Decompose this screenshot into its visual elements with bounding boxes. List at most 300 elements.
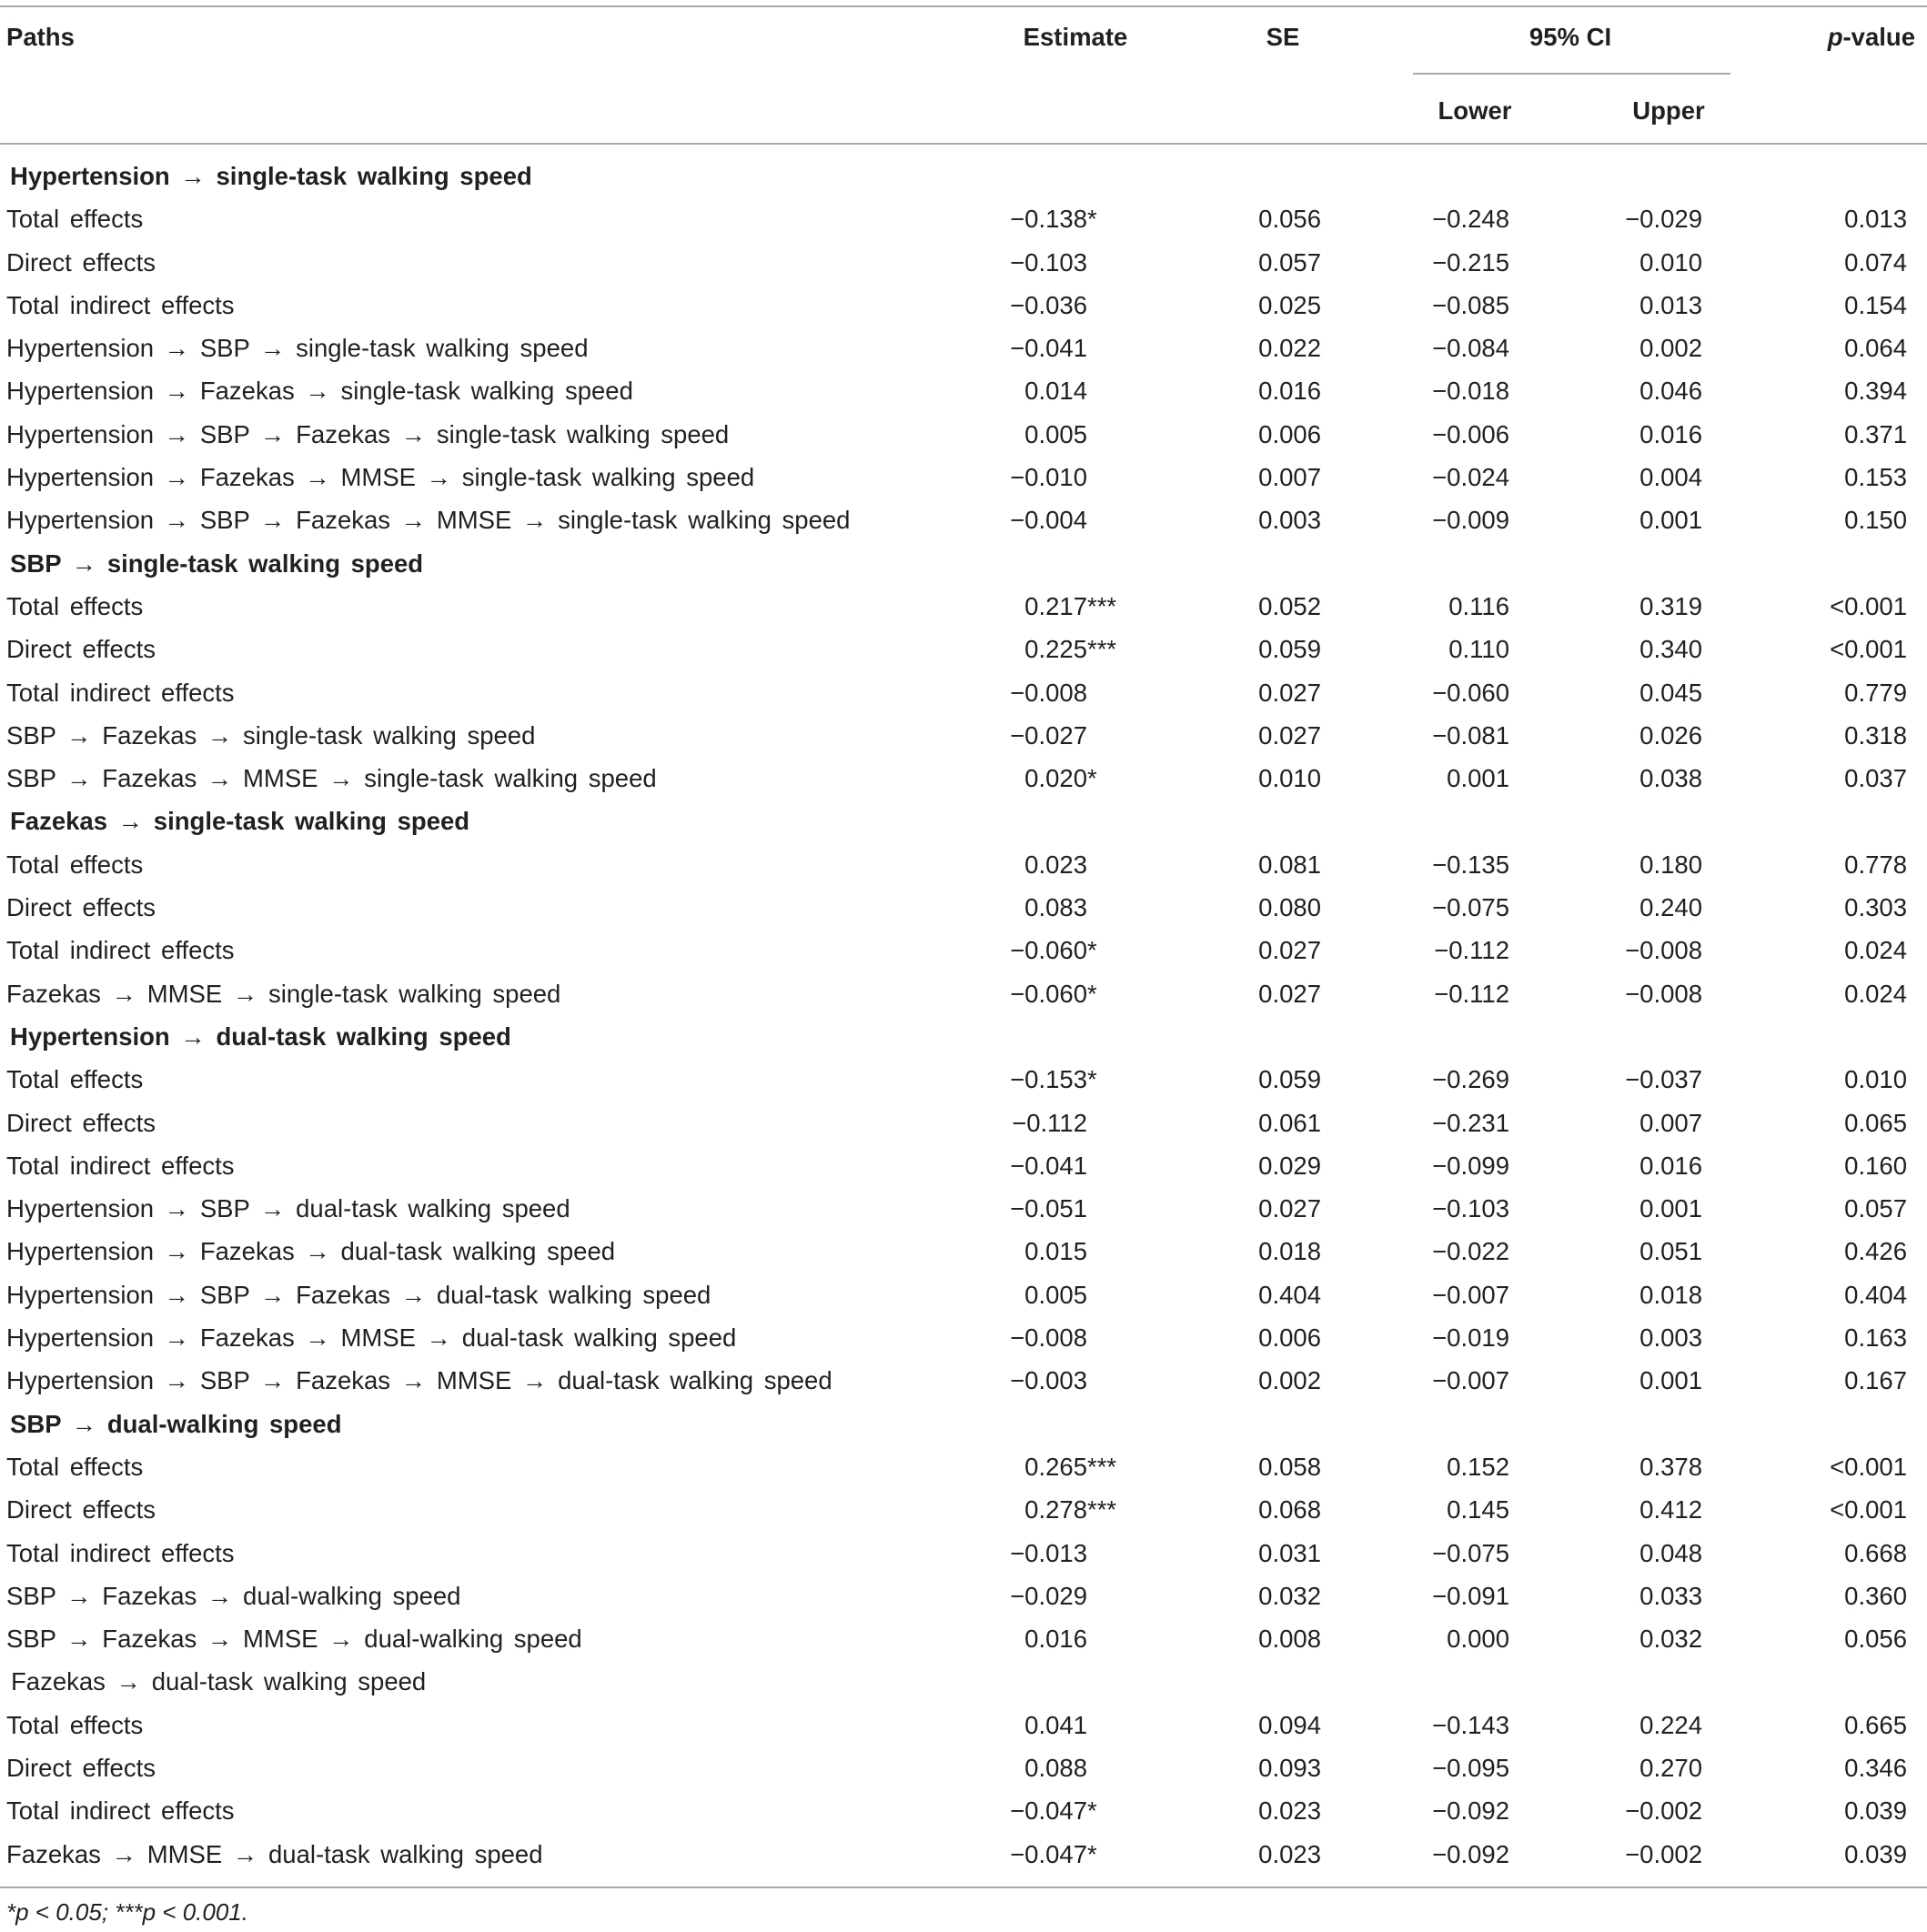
path-cell: Total indirect effects	[6, 936, 235, 965]
section-title: Fazekas → dual-task walking speed	[11, 1667, 427, 1696]
path-cell: Hypertension → SBP → single-task walking speed	[6, 334, 589, 363]
ci-upper-cell: 0.033	[1639, 1581, 1702, 1610]
table-footnote: *p < 0.05; ***p < 0.001.	[6, 1898, 248, 1926]
estimate-value: 0.005	[1024, 1280, 1087, 1309]
p-value-cell: 0.024	[1844, 936, 1907, 965]
ci-lower-cell: −0.099	[1432, 1151, 1509, 1180]
table-bottom-rule	[0, 1887, 1927, 1888]
estimate-cell	[1010, 671, 1087, 714]
estimate-value: −0.047	[1010, 1839, 1087, 1868]
se-cell: 0.027	[1258, 1194, 1321, 1223]
estimate-cell	[1010, 1833, 1097, 1876]
p-value-cell: 0.074	[1844, 247, 1907, 277]
ci-upper-cell: 0.018	[1639, 1280, 1702, 1309]
ci-upper-cell: 0.180	[1639, 850, 1702, 879]
p-value-cell: 0.013	[1844, 205, 1907, 234]
estimate-cell	[1024, 1273, 1087, 1316]
path-cell: Direct effects	[6, 635, 156, 664]
table-row	[0, 1833, 1927, 1876]
table-row	[0, 327, 1927, 369]
ci-upper-cell: 0.224	[1639, 1710, 1702, 1739]
ci-lower-cell: −0.085	[1432, 290, 1509, 319]
table-row	[0, 1488, 1927, 1531]
se-cell: 0.025	[1258, 290, 1321, 319]
p-value-cell: <0.001	[1830, 635, 1907, 664]
path-cell: Total effects	[6, 1452, 144, 1481]
ci-upper-cell: 0.046	[1639, 377, 1702, 406]
column-header-estimate: Estimate	[1023, 23, 1128, 51]
ci-upper-cell: 0.016	[1639, 1151, 1702, 1180]
table-row	[0, 1704, 1927, 1746]
p-value-cell: 0.163	[1844, 1323, 1907, 1353]
estimate-cell	[1010, 197, 1097, 240]
estimate-value: 0.265	[1024, 1452, 1087, 1481]
ci-lower-cell: −0.019	[1432, 1323, 1509, 1353]
column-header-se: SE	[1266, 23, 1300, 51]
path-cell: Total effects	[6, 1065, 144, 1094]
estimate-value: −0.112	[1012, 1108, 1087, 1137]
estimate-cell	[1024, 628, 1117, 670]
p-value-cell: 0.150	[1844, 506, 1907, 535]
section-title: Fazekas → single-task walking speed	[10, 807, 470, 836]
estimate-cell	[1010, 284, 1087, 327]
se-cell: 0.010	[1258, 764, 1321, 793]
significance-marker: *	[1087, 979, 1097, 1008]
estimate-cell	[1024, 1488, 1117, 1531]
se-cell: 0.068	[1258, 1495, 1321, 1524]
p-value-cell: 0.303	[1844, 893, 1907, 922]
estimate-value: −0.004	[1010, 506, 1087, 535]
ci-lower-cell: −0.084	[1432, 334, 1509, 363]
ci-lower-cell: −0.018	[1432, 377, 1509, 406]
se-cell: 0.059	[1258, 635, 1321, 664]
p-value-cell: 0.778	[1844, 850, 1907, 879]
estimate-cell	[1010, 1359, 1087, 1402]
section-header-row	[0, 1015, 1927, 1058]
path-cell: Total indirect effects	[6, 1796, 235, 1826]
estimate-cell	[1024, 369, 1087, 412]
estimate-value: 0.016	[1024, 1625, 1087, 1654]
table-row	[0, 929, 1927, 971]
p-value-cell: 0.037	[1844, 764, 1907, 793]
ci-upper-cell: 0.026	[1639, 720, 1702, 750]
ci-lower-cell: −0.095	[1432, 1753, 1509, 1782]
significance-marker: *	[1087, 1839, 1097, 1868]
ci-upper-cell: 0.007	[1639, 1108, 1702, 1137]
ci-upper-cell: 0.270	[1639, 1753, 1702, 1782]
significance-marker: ***	[1087, 1495, 1117, 1524]
ci-upper-cell: −0.029	[1625, 205, 1702, 234]
table-row	[0, 1445, 1927, 1488]
se-cell: 0.080	[1258, 893, 1321, 922]
ci-upper-cell: −0.002	[1625, 1796, 1702, 1826]
path-cell: Hypertension → Fazekas → single-task walking speed	[6, 377, 633, 406]
table-header-rule	[0, 143, 1927, 145]
ci-lower-cell: −0.009	[1432, 506, 1509, 535]
ci-lower-cell: 0.116	[1448, 591, 1509, 620]
estimate-value: 0.041	[1024, 1710, 1087, 1739]
table-row	[0, 1273, 1927, 1316]
section-title: Hypertension → single-task walking speed	[10, 162, 532, 190]
estimate-value: −0.153	[1010, 1065, 1087, 1094]
ci-lower-cell: −0.248	[1432, 205, 1509, 234]
se-cell: 0.094	[1258, 1710, 1321, 1739]
table-row	[0, 671, 1927, 714]
table-row	[0, 1532, 1927, 1575]
p-value-cell: 0.057	[1844, 1194, 1907, 1223]
table-row	[0, 843, 1927, 886]
estimate-value: −0.029	[1010, 1581, 1087, 1610]
path-cell: SBP → Fazekas → MMSE → dual-walking speed	[6, 1625, 582, 1654]
table-row	[0, 1230, 1927, 1273]
estimate-value: −0.010	[1010, 463, 1087, 492]
estimate-value: 0.225	[1024, 635, 1087, 664]
table-row	[0, 369, 1927, 412]
table-top-rule	[0, 5, 1927, 7]
table-row	[0, 1316, 1927, 1359]
significance-marker: *	[1087, 205, 1097, 234]
ci-upper-cell: 0.013	[1639, 290, 1702, 319]
path-cell: Hypertension → SBP → Fazekas → MMSE → single-task walking speed	[6, 506, 851, 535]
ci-lower-cell: 0.145	[1447, 1495, 1509, 1524]
table-row	[0, 1144, 1927, 1187]
estimate-cell	[1010, 714, 1087, 757]
significance-marker: ***	[1087, 591, 1117, 620]
estimate-cell	[1024, 886, 1087, 929]
p-value-cell: 0.064	[1844, 334, 1907, 363]
se-cell: 0.022	[1258, 334, 1321, 363]
path-cell: Total effects	[6, 1710, 144, 1739]
ci-lower-cell: −0.269	[1432, 1065, 1509, 1094]
path-cell: Direct effects	[6, 893, 156, 922]
estimate-cell	[1024, 1617, 1087, 1660]
estimate-cell	[1010, 929, 1097, 971]
estimate-value: −0.041	[1010, 1151, 1087, 1180]
ci-lower-cell: −0.081	[1432, 720, 1509, 750]
estimate-value: −0.060	[1010, 979, 1087, 1008]
table-row	[0, 498, 1927, 541]
estimate-value: 0.015	[1024, 1237, 1087, 1266]
section-header-row	[0, 800, 1927, 842]
table-row	[0, 197, 1927, 240]
estimate-value: −0.036	[1010, 290, 1087, 319]
section-header-row	[0, 1403, 1927, 1445]
ci-upper-cell: 0.412	[1639, 1495, 1702, 1524]
path-cell: Direct effects	[6, 1753, 156, 1782]
ci-upper-cell: 0.010	[1639, 247, 1702, 277]
estimate-value: 0.020	[1024, 764, 1087, 793]
ci-upper-cell: 0.032	[1639, 1625, 1702, 1654]
path-cell: Direct effects	[6, 247, 156, 277]
ci-upper-cell: 0.340	[1639, 635, 1702, 664]
estimate-cell	[1024, 413, 1087, 456]
estimate-value: −0.138	[1010, 205, 1087, 234]
path-cell: Direct effects	[6, 1108, 156, 1137]
ci-lower-cell: −0.092	[1432, 1839, 1509, 1868]
column-header-paths: Paths	[6, 23, 75, 51]
path-cell: Total indirect effects	[6, 1151, 235, 1180]
path-cell: Hypertension → Fazekas → MMSE → single-task walking speed	[6, 463, 755, 492]
estimate-cell	[1010, 456, 1087, 498]
ci-lower-cell: 0.000	[1447, 1625, 1509, 1654]
significance-marker: *	[1087, 764, 1097, 793]
estimate-value: −0.027	[1010, 720, 1087, 750]
p-value-cell: 0.024	[1844, 979, 1907, 1008]
p-value-cell: 0.154	[1844, 290, 1907, 319]
ci-upper-cell: 0.002	[1639, 334, 1702, 363]
ci-upper-cell: 0.240	[1639, 893, 1702, 922]
estimate-value: 0.278	[1024, 1495, 1087, 1524]
table-row	[0, 1617, 1927, 1660]
ci-upper-cell: 0.003	[1639, 1323, 1702, 1353]
estimate-cell	[1010, 1058, 1097, 1101]
table-row	[0, 628, 1927, 670]
table-row	[0, 1102, 1927, 1144]
estimate-value: −0.051	[1010, 1194, 1087, 1223]
se-cell: 0.056	[1258, 205, 1321, 234]
se-cell: 0.018	[1258, 1237, 1321, 1266]
ci-upper-cell: −0.008	[1625, 936, 1702, 965]
estimate-value: −0.041	[1010, 334, 1087, 363]
ci-lower-cell: −0.075	[1432, 893, 1509, 922]
ci-lower-cell: −0.007	[1432, 1280, 1509, 1309]
path-cell: Total effects	[6, 850, 144, 879]
path-cell: Total indirect effects	[6, 1538, 235, 1567]
se-cell: 0.008	[1258, 1625, 1321, 1654]
table-row	[0, 456, 1927, 498]
ci-lower-cell: −0.006	[1432, 419, 1509, 448]
se-cell: 0.081	[1258, 850, 1321, 879]
p-value-cell: 0.404	[1844, 1280, 1907, 1309]
table-row	[0, 1359, 1927, 1402]
path-cell: Total indirect effects	[6, 290, 235, 319]
p-value-cell: 0.665	[1844, 1710, 1907, 1739]
estimate-value: −0.103	[1010, 247, 1087, 277]
ci-lower-cell: 0.001	[1447, 764, 1509, 793]
se-cell: 0.052	[1258, 591, 1321, 620]
se-cell: 0.057	[1258, 247, 1321, 277]
table-row	[0, 1746, 1927, 1789]
estimate-cell	[1012, 1102, 1087, 1144]
ci-lower-cell: 0.152	[1447, 1452, 1509, 1481]
estimate-value: 0.217	[1024, 591, 1087, 620]
section-title: SBP → single-task walking speed	[10, 548, 424, 578]
column-header-p-value	[1828, 15, 1915, 58]
se-cell: 0.093	[1258, 1753, 1321, 1782]
path-cell: Hypertension → Fazekas → dual-task walking speed	[6, 1237, 616, 1266]
estimate-value: −0.047	[1010, 1796, 1087, 1826]
ci-upper-cell: 0.001	[1639, 1194, 1702, 1223]
ci-lower-cell: −0.007	[1432, 1366, 1509, 1395]
estimate-value: −0.013	[1010, 1538, 1087, 1567]
se-cell: 0.059	[1258, 1065, 1321, 1094]
estimate-cell	[1010, 1789, 1097, 1832]
ci-upper-cell: 0.004	[1639, 463, 1702, 492]
estimate-cell	[1010, 1575, 1087, 1617]
se-cell: 0.404	[1258, 1280, 1321, 1309]
ci-lower-cell: 0.110	[1448, 635, 1509, 664]
ci-upper-cell: 0.045	[1639, 678, 1702, 707]
estimate-value: 0.088	[1024, 1753, 1087, 1782]
ci-upper-cell: −0.008	[1625, 979, 1702, 1008]
estimate-cell	[1010, 1532, 1087, 1575]
path-cell: Hypertension → SBP → Fazekas → single-task walking speed	[6, 419, 730, 448]
column-header-95-ci: 95% CI	[1528, 23, 1612, 51]
section-header-row	[0, 155, 1927, 197]
ci-lower-cell: −0.091	[1432, 1581, 1509, 1610]
significance-marker: *	[1087, 1796, 1097, 1826]
estimate-cell	[1024, 757, 1097, 800]
table-row	[0, 1058, 1927, 1101]
significance-marker: ***	[1087, 1452, 1117, 1481]
ci-lower-cell: −0.103	[1432, 1194, 1509, 1223]
p-value-cell: 0.779	[1844, 678, 1907, 707]
p-value-cell: 0.010	[1844, 1065, 1907, 1094]
table-row	[0, 413, 1927, 456]
p-value-cell: 0.056	[1844, 1625, 1907, 1654]
p-value-cell: 0.426	[1844, 1237, 1907, 1266]
ci-upper-cell: 0.038	[1639, 764, 1702, 793]
se-cell: 0.023	[1258, 1796, 1321, 1826]
ci-lower-cell: −0.022	[1432, 1237, 1509, 1266]
path-cell: Total effects	[6, 205, 144, 234]
ci-upper-cell: 0.016	[1639, 419, 1702, 448]
estimate-value: 0.014	[1024, 377, 1087, 406]
estimate-cell	[1010, 498, 1087, 541]
p-value-suffix: -value	[1842, 23, 1915, 51]
table-row	[0, 1187, 1927, 1230]
se-cell: 0.027	[1258, 936, 1321, 965]
estimate-cell	[1024, 585, 1117, 628]
section-title: Hypertension → dual-task walking speed	[10, 1021, 511, 1051]
ci-group-rule	[1413, 73, 1730, 75]
estimate-value: 0.083	[1024, 893, 1087, 922]
se-cell: 0.003	[1258, 506, 1321, 535]
p-value-cell: 0.346	[1844, 1753, 1907, 1782]
ci-upper-cell: 0.051	[1639, 1237, 1702, 1266]
table-row	[0, 886, 1927, 929]
table-row	[0, 1575, 1927, 1617]
p-value-cell: 0.039	[1844, 1839, 1907, 1868]
estimate-cell	[1024, 1445, 1117, 1488]
ci-lower-cell: −0.060	[1432, 678, 1509, 707]
estimate-cell	[1024, 1704, 1087, 1746]
se-cell: 0.058	[1258, 1452, 1321, 1481]
estimate-cell	[1024, 1230, 1087, 1273]
ci-lower-cell: −0.112	[1434, 936, 1509, 965]
ci-upper-cell: 0.319	[1639, 591, 1702, 620]
ci-lower-cell: −0.075	[1432, 1538, 1509, 1567]
path-cell: Hypertension → Fazekas → MMSE → dual-task walking speed	[6, 1323, 737, 1353]
section-title: SBP → dual-walking speed	[10, 1409, 342, 1438]
path-cell: Fazekas → MMSE → single-task walking speed	[6, 979, 561, 1008]
p-value-cell: 0.065	[1844, 1108, 1907, 1137]
table-row	[0, 714, 1927, 757]
section-header-row	[0, 542, 1927, 585]
table-row	[0, 972, 1927, 1015]
significance-marker: *	[1087, 1065, 1097, 1094]
estimate-cell	[1010, 972, 1097, 1015]
ci-upper-cell: 0.048	[1639, 1538, 1702, 1567]
path-cell: Total effects	[6, 591, 144, 620]
estimate-cell	[1010, 1316, 1087, 1359]
table-row	[0, 1789, 1927, 1832]
ci-upper-cell: −0.002	[1625, 1839, 1702, 1868]
section-header-row	[0, 1660, 1927, 1703]
se-cell: 0.061	[1258, 1108, 1321, 1137]
p-value-cell: 0.039	[1844, 1796, 1907, 1826]
p-value-cell: 0.371	[1844, 419, 1907, 448]
table-row	[0, 241, 1927, 284]
estimate-value: −0.060	[1010, 936, 1087, 965]
se-cell: 0.023	[1258, 1839, 1321, 1868]
estimate-value: −0.003	[1010, 1366, 1087, 1395]
se-cell: 0.016	[1258, 377, 1321, 406]
table-row	[0, 585, 1927, 628]
p-value-cell: 0.360	[1844, 1581, 1907, 1610]
estimate-cell	[1010, 1187, 1087, 1230]
path-cell: Total indirect effects	[6, 678, 235, 707]
estimate-cell	[1010, 241, 1087, 284]
estimate-cell	[1024, 1746, 1087, 1789]
estimate-value: −0.008	[1010, 1323, 1087, 1353]
estimate-cell	[1024, 843, 1087, 886]
path-cell: SBP → Fazekas → MMSE → single-task walking speed	[6, 764, 657, 793]
ci-upper-cell: 0.001	[1639, 1366, 1702, 1395]
p-value-cell: 0.153	[1844, 463, 1907, 492]
p-value-italic-p: p	[1827, 23, 1843, 51]
se-cell: 0.002	[1258, 1366, 1321, 1395]
ci-upper-cell: 0.001	[1639, 506, 1702, 535]
estimate-value: 0.023	[1024, 850, 1087, 879]
path-cell: Direct effects	[6, 1495, 156, 1524]
estimate-cell	[1010, 1144, 1087, 1187]
ci-lower-cell: −0.112	[1434, 979, 1509, 1008]
path-cell: Hypertension → SBP → dual-task walking speed	[6, 1194, 570, 1223]
column-header-upper: Upper	[1632, 96, 1705, 125]
se-cell: 0.027	[1258, 678, 1321, 707]
ci-lower-cell: −0.024	[1432, 463, 1509, 492]
table-row	[0, 284, 1927, 327]
path-cell: Hypertension → SBP → Fazekas → MMSE → dual-task walking speed	[6, 1366, 832, 1395]
ci-upper-cell: −0.037	[1625, 1065, 1702, 1094]
ci-lower-cell: −0.215	[1432, 247, 1509, 277]
se-cell: 0.006	[1258, 1323, 1321, 1353]
p-value-cell: <0.001	[1830, 1495, 1907, 1524]
p-value-cell: <0.001	[1830, 591, 1907, 620]
estimate-value: 0.005	[1024, 419, 1087, 448]
ci-upper-cell: 0.378	[1639, 1452, 1702, 1481]
path-cell: SBP → Fazekas → dual-walking speed	[6, 1581, 461, 1610]
se-cell: 0.007	[1258, 463, 1321, 492]
significance-marker: *	[1087, 936, 1097, 965]
estimate-value: −0.008	[1010, 678, 1087, 707]
table-body	[0, 155, 1927, 1876]
se-cell: 0.031	[1258, 1538, 1321, 1567]
path-cell: Hypertension → SBP → Fazekas → dual-task walking speed	[6, 1280, 711, 1309]
ci-lower-cell: −0.231	[1432, 1108, 1509, 1137]
se-cell: 0.006	[1258, 419, 1321, 448]
estimate-cell	[1010, 327, 1087, 369]
path-cell: SBP → Fazekas → single-task walking speed	[6, 720, 536, 750]
p-value-cell: 0.167	[1844, 1366, 1907, 1395]
p-value-cell: 0.160	[1844, 1151, 1907, 1180]
p-value-cell: 0.668	[1844, 1538, 1907, 1567]
significance-marker: ***	[1087, 635, 1117, 664]
se-cell: 0.027	[1258, 720, 1321, 750]
path-cell: Fazekas → MMSE → dual-task walking speed	[6, 1839, 543, 1868]
table-row	[0, 757, 1927, 800]
